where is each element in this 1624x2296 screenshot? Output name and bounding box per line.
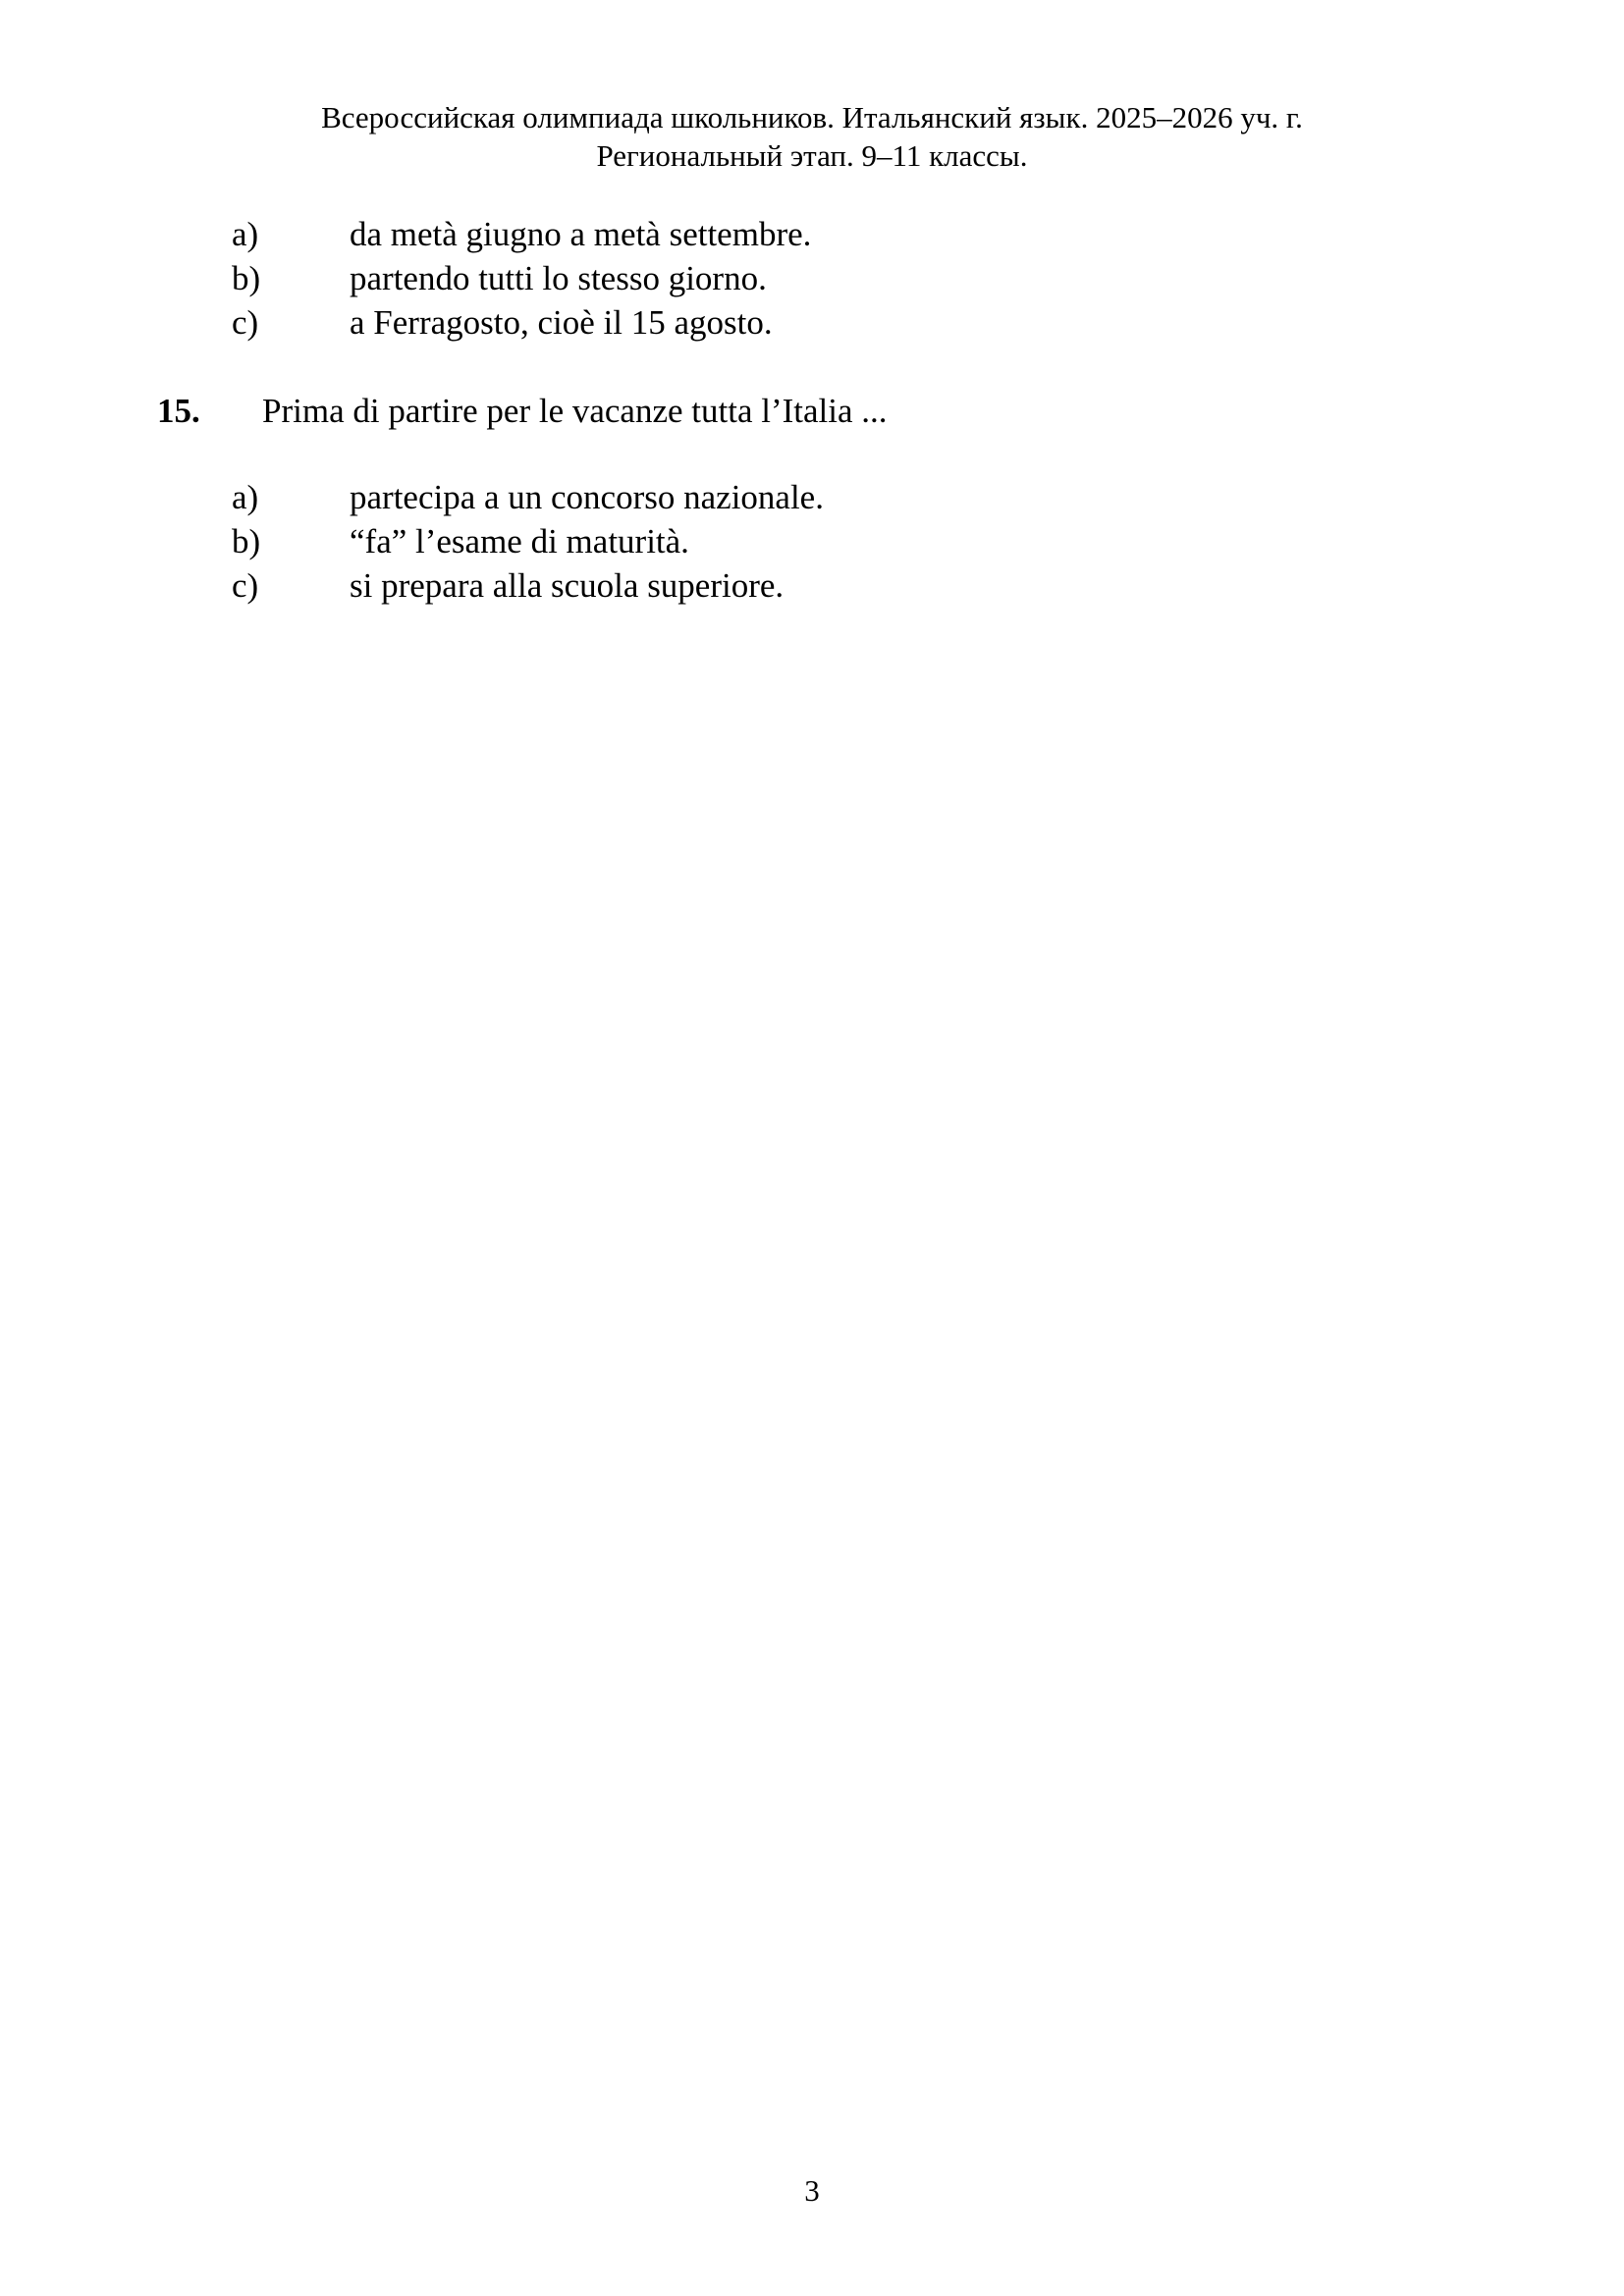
prev-question-options xyxy=(232,212,811,345)
option-text: partendo tutti lo stesso giorno. xyxy=(350,259,767,297)
option-text: “fa” l’esame di maturità. xyxy=(350,522,689,561)
option-letter: a) xyxy=(232,215,259,253)
header-title: Всероссийская олимпиада школьников. Итальянский язык. 2025–2026 уч. г. xyxy=(321,100,1303,134)
question-text: Prima di partire per le vacanze tutta l’Italia ... xyxy=(262,392,888,430)
option-text: si prepara alla scuola superiore. xyxy=(350,566,785,605)
option-text: da metà giugno a metà settembre. xyxy=(350,215,812,253)
option-letter: b) xyxy=(232,259,261,297)
option-text: partecipa a un concorso nazionale. xyxy=(350,478,824,516)
option-letter: c) xyxy=(232,566,259,605)
option-a xyxy=(232,212,811,256)
header-subtitle: Региональный этап. 9–11 классы. xyxy=(596,138,1028,173)
option-b xyxy=(232,519,824,563)
option-text: a Ferragosto, cioè il 15 agosto. xyxy=(350,303,773,342)
page-number: 3 xyxy=(804,2173,820,2208)
option-b xyxy=(232,256,811,300)
option-letter: c) xyxy=(232,303,259,342)
option-letter: a) xyxy=(232,478,259,516)
question-15 xyxy=(157,389,888,433)
option-letter: b) xyxy=(232,522,261,561)
page-header xyxy=(0,98,1624,175)
question-15-options xyxy=(232,475,824,608)
option-c xyxy=(232,300,811,345)
question-number: 15. xyxy=(157,392,200,430)
option-c xyxy=(232,563,824,608)
option-a xyxy=(232,475,824,519)
